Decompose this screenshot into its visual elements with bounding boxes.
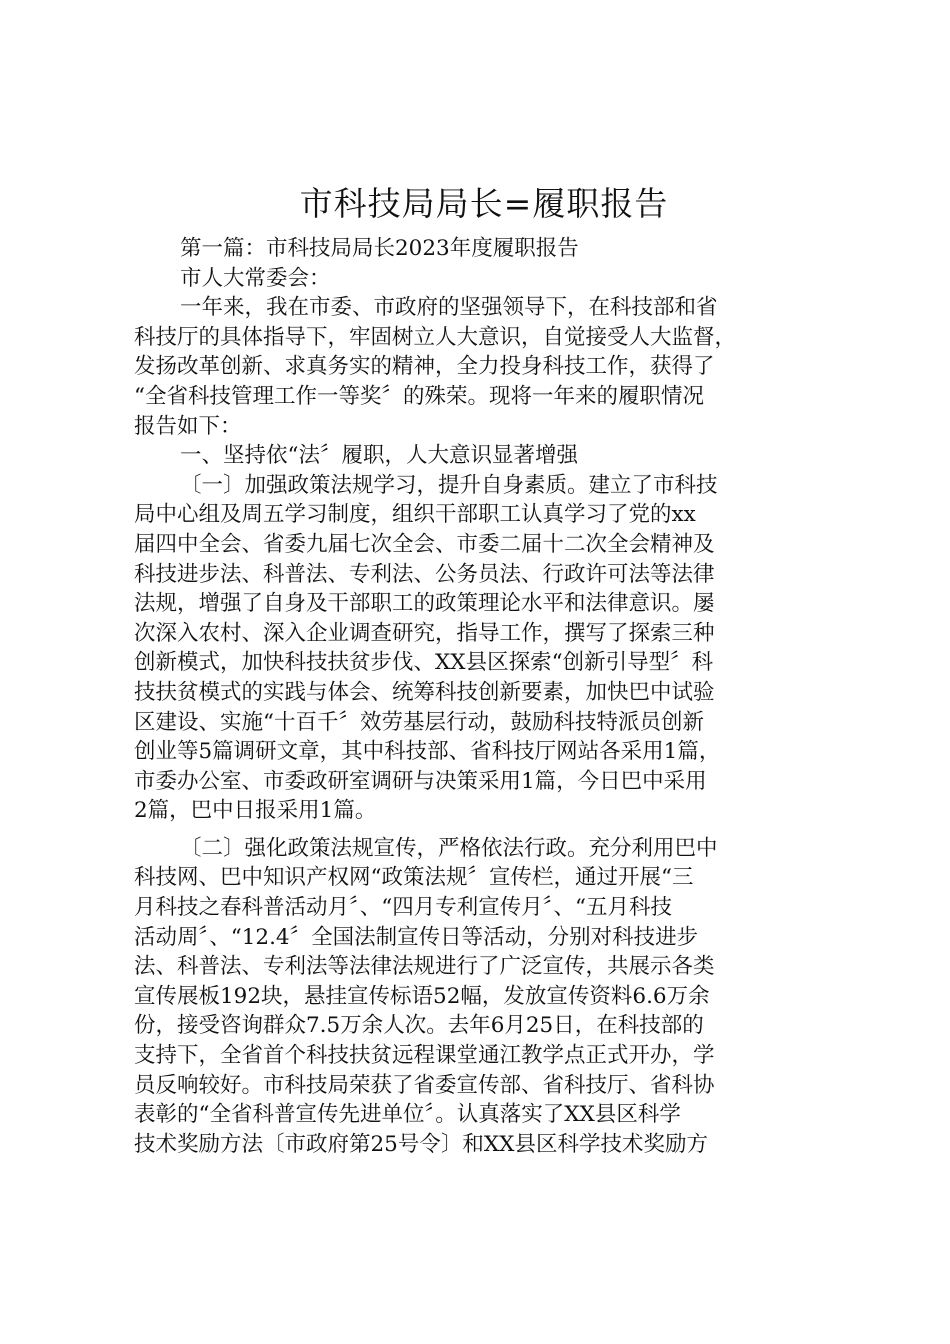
document-page: [134, 180, 834, 1159]
text-line: “全省科技管理工作一等奖〞的殊荣。现将一年来的履职情况: [134, 383, 704, 409]
text-line: 创业等5篇调研文章，其中科技部、省科技厅网站各采用1篇，: [134, 739, 721, 765]
text-line: 法规，增强了自身及干部职工的政策理论水平和法律意识。屡: [134, 591, 715, 617]
text-line: 月科技之春科普活动月〞、“四月专利宣传月〞、“五月科技: [134, 895, 672, 921]
text-line: 〔二〕强化政策法规宣传，严格依法行政。充分利用巴中: [180, 835, 718, 861]
text-line: 2篇，巴中日报采用1篇。: [134, 798, 377, 824]
document-subtitle: 第一篇：市科技局局长2023年度履职报告: [180, 236, 579, 261]
text-line: 员反响较好。市科技局荣获了省委宣传部、省科技厅、省科协: [134, 1072, 715, 1098]
text-line: 科技进步法、科普法、专利法、公务员法、行政许可法等法律: [134, 561, 715, 587]
text-line: 科技厅的具体指导下，牢固树立人大意识，自觉接受人大监督，: [134, 324, 737, 350]
text-line: 局中心组及周五学习制度，组织干部职工认真学习了党的xx: [134, 502, 696, 528]
text-line: 宣传展板192块，悬挂宣传标语52幅，发放宣传资料6.6万余: [134, 983, 710, 1009]
paragraph-1-1: [134, 471, 834, 826]
text-line: 技术奖励方法〔市政府第25号令〕和XX县区科学技术奖励方: [134, 1131, 708, 1157]
text-line: 活动周〞、“12.4〞全国法制宣传日等活动，分别对科技进步: [134, 924, 699, 950]
text-line: 份，接受咨询群众7.5万余人次。去年6月25日，在科技部的: [134, 1013, 704, 1039]
text-line: 次深入农村、深入企业调查研究，指导工作，撰写了探索三种: [134, 620, 715, 646]
paragraph-1-2: [134, 834, 834, 1160]
text-line: 发扬改革创新、求真务实的精神，全力投身科技工作，获得了: [134, 354, 715, 380]
text-line: 支持下，全省首个科技扶贫远程课堂通江教学点正式开办，学: [134, 1043, 715, 1069]
text-line: 届四中全会、省委九届七次全会、市委二届十二次全会精神及: [134, 531, 715, 557]
text-line: 法、科普法、专利法等法律法规进行了广泛宣传，共展示各类: [134, 954, 715, 980]
text-line: 一年来，我在市委、市政府的坚强领导下，在科技部和省: [180, 295, 718, 321]
paragraph-intro: [134, 293, 834, 441]
salutation: 市人大常委会：: [180, 265, 331, 291]
text-line: 技扶贫模式的实践与体会、统筹科技创新要素，加快巴中试验: [134, 679, 715, 705]
section-heading-1: [134, 441, 834, 471]
text-line: 表彰的“全省科普宣传先进单位〞。认真落实了XX县区科学: [134, 1102, 681, 1128]
text-line: 区建设、实施“十百千〞效劳基层行动，鼓励科技特派员创新: [134, 709, 704, 735]
section-heading: 一、坚持依“法〞履职，人大意识显著增强: [180, 443, 578, 469]
text-line: 〔一〕加强政策法规学习，提升自身素质。建立了市科技: [180, 472, 718, 498]
text-line: 创新模式，加快科技扶贫步伐、XX县区探索“创新引导型〞科: [134, 650, 714, 676]
text-line: 科技网、巴中知识产权网“政策法规〞宣传栏，通过开展“三: [134, 865, 694, 891]
text-line: 报告如下：: [134, 413, 242, 439]
text-line: 市委办公室、市委政研室调研与决策采用1篇，今日巴中采用: [134, 768, 707, 794]
document-title: 市科技局局长=履职报告: [299, 184, 669, 223]
